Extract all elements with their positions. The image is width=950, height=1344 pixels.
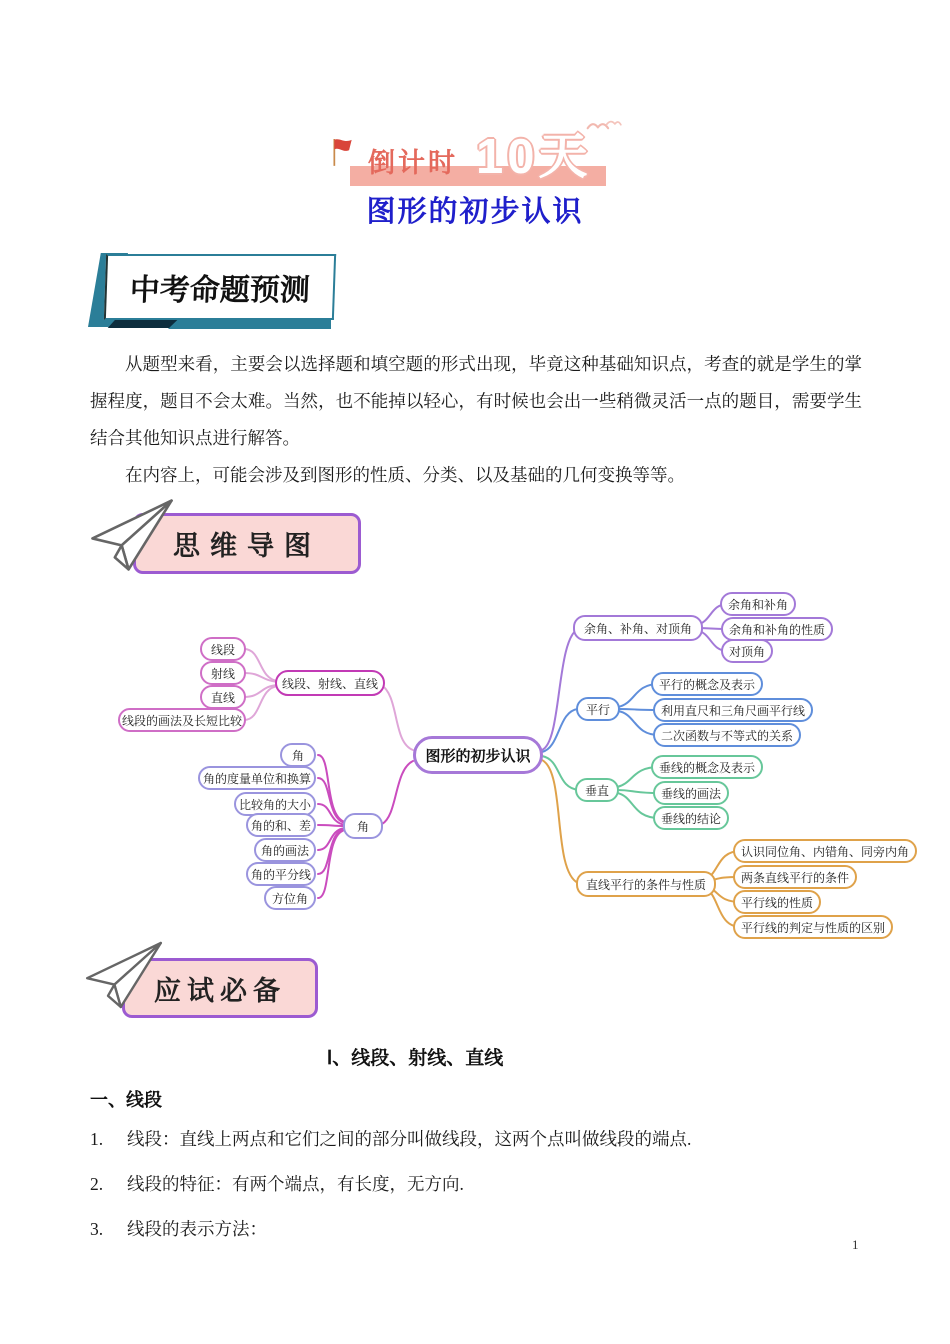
essentials-section-title: 应试必备 bbox=[154, 975, 286, 1006]
intro-paragraphs bbox=[90, 346, 862, 494]
essentials-section-header bbox=[88, 948, 338, 1023]
mindmap-child-node: 直线 bbox=[200, 685, 246, 709]
page-title: 图形的初步认识 bbox=[366, 196, 584, 228]
mindmap-child-node: 平行线的判定与性质的区别 bbox=[733, 915, 893, 939]
red-flag-icon bbox=[330, 137, 356, 172]
mindmap-child-node: 垂线的结论 bbox=[653, 806, 729, 830]
mindmap-child-node: 两条直线平行的条件 bbox=[733, 865, 857, 889]
prediction-header bbox=[88, 250, 346, 336]
mindmap-branch-node: 余角、补角、对顶角 bbox=[573, 615, 703, 641]
mindmap-child-node: 比较角的大小 bbox=[234, 792, 316, 816]
content-heading: Ⅰ、线段、射线、直线 bbox=[326, 1048, 504, 1069]
mindmap-diagram bbox=[0, 580, 950, 945]
prediction-title-box bbox=[104, 254, 336, 320]
countdown-label: 倒计时 bbox=[368, 148, 458, 178]
paper-airplane-icon bbox=[84, 938, 164, 1017]
item-number: 1. bbox=[90, 1129, 104, 1149]
paragraph: 在内容上，可能会涉及到图形的性质、分类、以及基础的几何变换等等。 bbox=[125, 465, 685, 485]
content-subheading: 一、线段 bbox=[90, 1090, 162, 1110]
list-item bbox=[90, 1216, 862, 1241]
mindmap-child-node: 角的平分线 bbox=[246, 862, 316, 886]
mindmap-child-node: 角的和、差 bbox=[246, 813, 316, 837]
mindmap-child-node: 角的画法 bbox=[254, 838, 316, 862]
mindmap-branch-node: 直线平行的条件与性质 bbox=[576, 871, 716, 897]
mindmap-child-node: 角的度量单位和换算 bbox=[198, 766, 316, 790]
mindmap-child-node: 射线 bbox=[200, 661, 246, 685]
mindmap-child-node: 线段的画法及长短比较 bbox=[118, 708, 246, 732]
page-number: 1 bbox=[852, 1237, 859, 1252]
mindmap-branch-node: 平行 bbox=[576, 697, 620, 721]
mindmap-child-node: 平行的概念及表示 bbox=[651, 672, 763, 696]
item-number: 3. bbox=[90, 1219, 104, 1239]
mindmap-branch-node: 角 bbox=[343, 813, 383, 839]
mindmap-branch-node: 垂直 bbox=[575, 778, 619, 802]
list-item bbox=[90, 1126, 862, 1151]
mindmap-child-node: 方位角 bbox=[264, 886, 316, 910]
item-number: 2. bbox=[90, 1174, 104, 1194]
mindmap-child-node: 余角和补角 bbox=[720, 592, 796, 616]
mindmap-child-node: 垂线的画法 bbox=[653, 781, 729, 805]
mindmap-child-node: 线段 bbox=[200, 637, 246, 661]
mindmap-child-node: 余角和补角的性质 bbox=[721, 617, 833, 641]
countdown-value: 10天 bbox=[476, 130, 592, 184]
prediction-title: 中考命题预测 bbox=[129, 274, 311, 307]
mindmap-child-node: 对顶角 bbox=[721, 639, 773, 663]
paragraph: 从题型来看，主要会以选择题和填空题的形式出现，毕竟这种基础知识点，考查的就是学生的掌握程度，题目不会太难。当然，也不能掉以轻心，有时候也会出一些稍微灵活一点的题目，需要学生结合其他知识点进行解答。 bbox=[90, 354, 862, 448]
item-text: 线段：直线上两点和它们之间的部分叫做线段，这两个点叫做线段的端点. bbox=[127, 1129, 692, 1149]
birds-icon bbox=[584, 118, 622, 140]
mindmap-child-node: 利用直尺和三角尺画平行线 bbox=[653, 698, 813, 722]
list-item bbox=[90, 1171, 862, 1196]
mindmap-child-node: 垂线的概念及表示 bbox=[651, 755, 763, 779]
mindmap-section-title: 思维导图 bbox=[173, 531, 321, 561]
mindmap-child-node: 平行线的性质 bbox=[733, 890, 821, 914]
teal-bottom-bar bbox=[168, 318, 331, 329]
mindmap-center-node: 图形的初步认识 bbox=[413, 736, 543, 774]
item-text: 线段的表示方法： bbox=[127, 1219, 267, 1239]
mindmap-child-node: 二次函数与不等式的关系 bbox=[653, 723, 801, 747]
mindmap-branch-node: 线段、射线、直线 bbox=[275, 670, 385, 696]
item-text: 线段的特征：有两个端点，有长度，无方向. bbox=[127, 1174, 464, 1194]
paper-airplane-icon bbox=[89, 495, 175, 580]
mindmap-section-header bbox=[95, 503, 375, 583]
mindmap-child-node: 认识同位角、内错角、同旁内角 bbox=[733, 839, 917, 863]
mindmap-child-node: 角 bbox=[280, 743, 316, 767]
